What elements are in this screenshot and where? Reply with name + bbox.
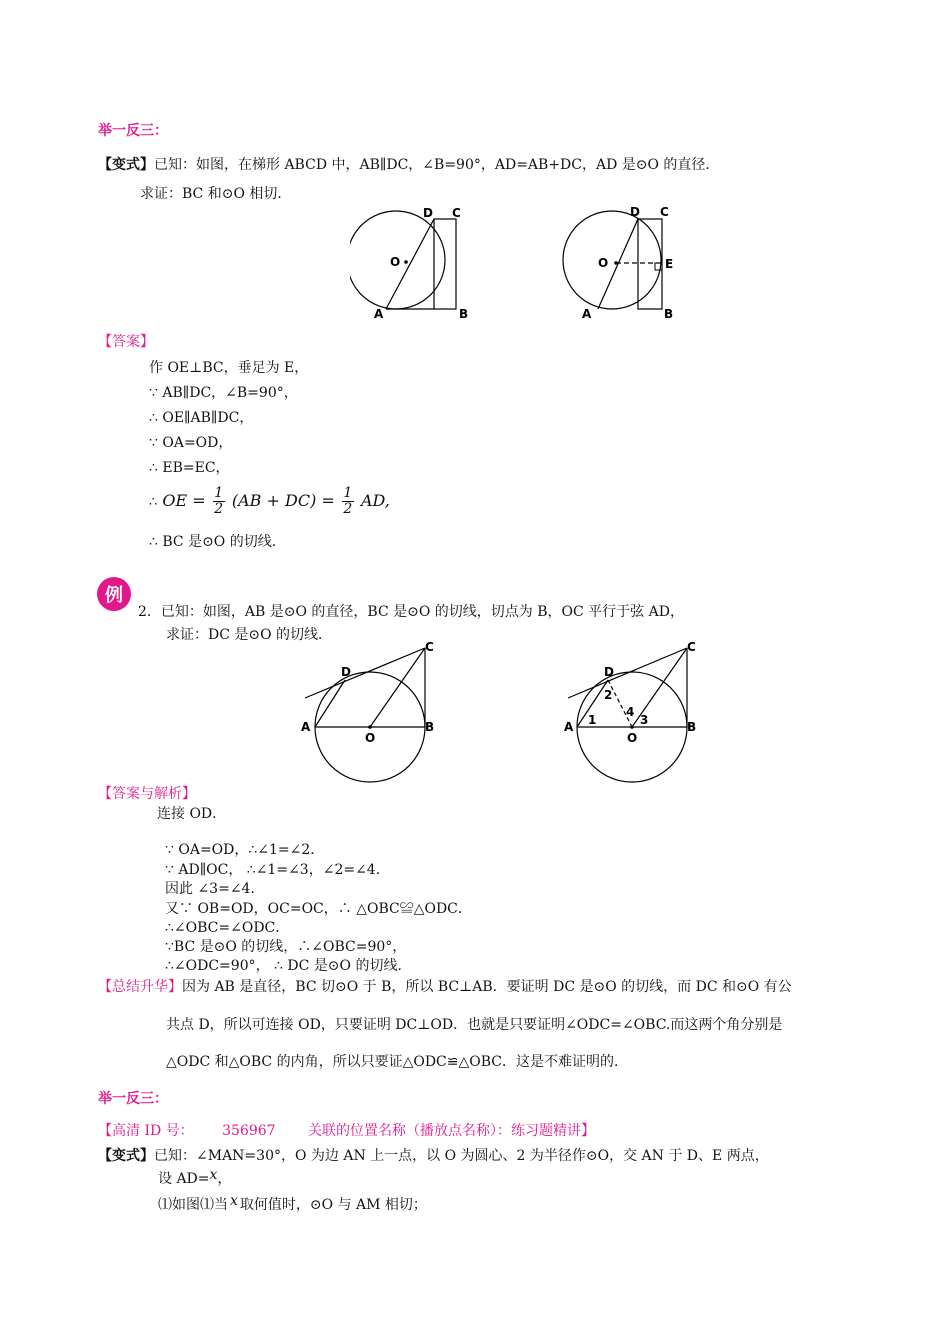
variant2-question-1: ⑴如图⑴当 x 取何值时，⊙O 与 AM 相切；	[158, 1193, 427, 1213]
section-heading: 举一反三：	[98, 123, 168, 139]
solution-line-5: 又∵ OB=OD，OC=OC，∴ △OBC≌△ODC．	[165, 901, 472, 917]
answer-line-4: ∵ OA=OD，	[149, 435, 233, 451]
label-d: D	[423, 206, 433, 220]
solution-label: 【答案与解析】	[98, 786, 196, 802]
center-dot	[368, 725, 372, 729]
label-angle-4: 4	[626, 705, 635, 719]
center-dot	[404, 260, 408, 264]
label-c: C	[660, 205, 669, 219]
solution-line-3: ∵ AD∥OC， ∴∠1=∠3，∠2=∠4．	[165, 862, 390, 878]
label-o: O	[627, 731, 638, 745]
label-a: A	[582, 307, 592, 321]
trapezoid-right	[638, 219, 662, 309]
label-c: C	[452, 206, 461, 220]
solution-line-1: 连接 OD．	[157, 806, 227, 822]
answer-line-2: ∵ AB∥DC，∠B=90°，	[149, 385, 298, 401]
label-d: D	[341, 665, 351, 679]
label-e: E	[665, 257, 674, 271]
summary-line-1: 【总结升华】因为 AB 是直径，BC 切⊙O 于 B，所以 BC⊥AB．要证明 DC 是⊙O 的切线，而 DC 和⊙O 有公	[98, 979, 792, 995]
label-a: A	[564, 720, 574, 734]
variant-problem	[98, 156, 719, 174]
answer-label: 【答案】	[98, 334, 154, 350]
figure-trapezoid-circle-aux	[560, 202, 690, 324]
figure-tangent-circle-aux	[560, 638, 710, 783]
hd-id-line	[98, 1122, 595, 1140]
center-dot	[630, 725, 634, 729]
variable-x: x	[209, 1167, 218, 1183]
formula-lhs: OE =	[162, 491, 206, 510]
solution-line-6: ∴∠OBC=∠ODC．	[165, 920, 290, 936]
prove-statement: 求证：BC 和⊙O 相切．	[140, 186, 292, 202]
label-b: B	[687, 720, 697, 734]
example-problem: 2．已知：如图，AB 是⊙O 的直径，BC 是⊙O 的切线，切点为 B，OC 平行于弦 AD，	[138, 604, 684, 620]
answer-line-3: ∴ OE∥AB∥DC，	[149, 410, 254, 426]
fraction-half-1: $\frac{1}{2}$	[214, 485, 224, 517]
label-d: D	[604, 665, 614, 679]
hd-id: 356967	[222, 1123, 276, 1139]
label-b: B	[459, 307, 469, 321]
example-prove: 求证：DC 是⊙O 的切线．	[166, 627, 333, 643]
label-b: B	[664, 307, 674, 321]
summary-line-2: 共点 D，所以可连接 OD，只要证明 DC⊥OD．也就是只要证明∠ODC=∠OBC.而这两个角分别是	[166, 1017, 783, 1033]
label-o: O	[390, 255, 401, 269]
answer-line-1: 作 OE⊥BC，垂足为 E，	[149, 360, 309, 376]
solution-line-4: 因此 ∠3=∠4．	[165, 881, 265, 897]
variant2-let: 设 AD=x，	[158, 1167, 232, 1187]
answer-line-5: ∴ EB=EC，	[149, 460, 230, 476]
label-c: C	[687, 640, 696, 654]
figure-trapezoid-circle	[350, 202, 480, 324]
formula-therefore: ∴	[149, 495, 158, 510]
label-a: A	[374, 307, 384, 321]
formula-oe	[149, 484, 390, 520]
label-angle-1: 1	[588, 713, 597, 727]
answer-conclusion: ∴ BC 是⊙O 的切线．	[149, 534, 286, 550]
label-c: C	[425, 640, 434, 654]
center-dot	[614, 261, 618, 265]
summary-label: 【总结升华】	[98, 979, 182, 995]
variant2-label: 【变式】	[98, 1148, 154, 1164]
circle-o	[563, 211, 661, 309]
label-angle-2: 2	[604, 688, 613, 702]
label-b: B	[425, 720, 435, 734]
variant2-text: 已知：∠MAN=30°，O 为边 AN 上一点，以 O 为圆心、2 为半径作⊙O，交 AN 于 D、E 两点，	[154, 1148, 769, 1164]
figure-tangent-circle	[295, 638, 445, 783]
hd-label: 【高清 ID 号：	[98, 1123, 194, 1139]
variant-label: 【变式】	[98, 157, 154, 173]
label-angle-3: 3	[640, 713, 649, 727]
fraction-half-2: $\frac{1}{2}$	[343, 485, 353, 517]
label-a: A	[301, 720, 311, 734]
solution-line-7: ∵BC 是⊙O 的切线，∴∠OBC=90°，	[165, 939, 407, 955]
hd-name: 关联的位置名称（播放点名称）：练习题精讲】	[308, 1123, 596, 1139]
solution-line-2: ∵ OA=OD，∴∠1=∠2．	[165, 842, 325, 858]
variable-x-2: x	[230, 1193, 238, 1209]
solution-line-8: ∴∠ODC=90°， ∴ DC 是⊙O 的切线．	[165, 958, 412, 974]
label-o: O	[365, 731, 376, 745]
variant-text: 已知：如图，在梯形 ABCD 中，AB∥DC，∠B=90°，AD=AB+DC，AD 是⊙O 的直径．	[154, 157, 720, 173]
section-heading-2: 举一反三：	[98, 1091, 168, 1107]
example-badge-icon: 例	[97, 577, 131, 611]
label-o: O	[598, 256, 609, 270]
variant2-problem	[98, 1147, 769, 1165]
summary-line-3: △ODC 和△OBC 的内角，所以只要证△ODC≌△OBC．这是不难证明的．	[166, 1054, 628, 1070]
label-d: D	[630, 205, 640, 219]
formula-mid: (AB + DC) =	[231, 491, 335, 510]
formula-rhs: AD,	[360, 491, 390, 510]
